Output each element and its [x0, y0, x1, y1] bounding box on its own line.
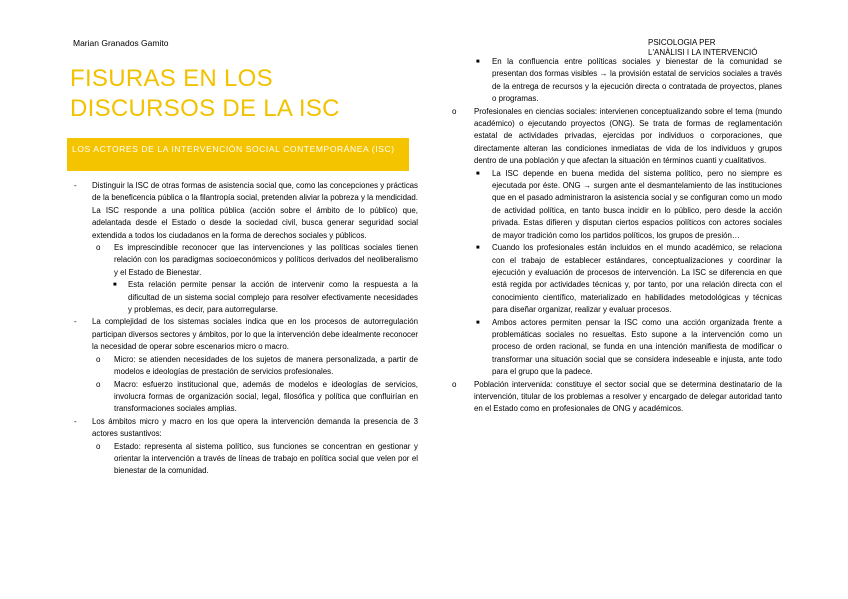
left-column [70, 180, 418, 478]
item-text: La complejidad de los sistemas sociales indica que en los procesos de autorregulación participan diversos sectores y ámbitos, por lo que la intervención debe idealmente reconocer la necesidad de operar sobre escenarios micro o macro. [92, 317, 418, 352]
item-text: Los ámbitos micro y macro en los que opera la intervención demanda la presencia de 3 actores sustantivos: [92, 416, 418, 439]
list-item [452, 168, 782, 242]
list-item [452, 242, 782, 316]
item-text: Micro: se atienden necesidades de los sujetos de manera personalizada, a partir de modelos e ideologías de prestación de servicios profesionales. [114, 354, 418, 377]
item-text: Profesionales en ciencias sociales: intervienen conceptualizando sobre el tema (mundo académico) o ejecutando proyectos (ONG). Se trata de formas de reglamentación estatal de actividades privadas, ejercidas por individuos o corporaciones, que directamente alteran las condiciones inmediatas de vida de los individuos y grupos dentro de una población y que afectan la situación en términos cuanti y cualitativos. [474, 106, 782, 166]
circle-bullet: o [452, 379, 457, 389]
section-banner: LOS ACTORES DE LA INTERVENCIÓN SOCIAL CONTEMPORÁNEA (ISC) [67, 138, 409, 171]
list-item [70, 354, 418, 379]
page-title: FISURAS EN LOS DISCURSOS DE LA ISC [70, 65, 340, 122]
list-item [452, 379, 782, 416]
circle-bullet: o [452, 106, 457, 116]
right-column [452, 56, 782, 416]
list-item [70, 316, 418, 353]
item-text: Ambos actores permiten pensar la ISC como una acción organizada frente a problemáticas sociales no resueltas. Esto supone a la intervención como un proceso de orden racional, se funda en una intención manifiesta de modificar o transformar una situación social que se considera indeseable e injusta, ante todo para el grupo que la padece. [492, 317, 782, 377]
item-text: Cuando los profesionales están incluidos en el mundo académico, se relaciona con el trabajo de establecer estándares, conceptualizaciones y coordinar la ejecución y evaluación de procesos de intervención. La ISC se diferencia en que está regida por actividades técnicas y, por tanto, por una relación directa con el conocimiento científico, materializado en habilidades metodológicas y técnicas para diseñar organizar, realizar y evaluar procesos. [492, 243, 782, 315]
item-text: Macro: esfuerzo institucional que, además de modelos e ideologías de servicios, involucra formas de organización social, legal, filosófica y política que confluirían en transformaciones sociales amplias. [114, 379, 418, 414]
subject-header [648, 38, 757, 58]
subject-line-2: L'ANÀLISI I LA INTERVENCIÓ [648, 48, 758, 57]
circle-bullet: o [96, 243, 101, 253]
dash-bullet: - [74, 181, 77, 190]
list-item [70, 379, 418, 416]
dash-bullet: - [74, 317, 77, 327]
list-item [452, 317, 782, 379]
circle-bullet: o [96, 354, 101, 364]
circle-bullet: o [96, 379, 101, 389]
dash-bullet: - [74, 416, 77, 426]
item-text: En la confluencia entre políticas sociales y bienestar de la comunidad se presentan dos formas visibles → la provisión estatal de servicios sociales a través de la entrega de recursos y la ejecución directa o contratada de proyectos, planes o programas. [492, 57, 782, 104]
item-text: Es imprescindible reconocer que las intervenciones y las políticas sociales tienen relación con los paradigmas socioeconómicos y políticos derivados del neoliberalismo y el Estado de Bienestar. [114, 243, 418, 277]
item-text: La ISC depende en buena medida del sistema político, pero no siempre es ejecutada por éste. ONG → surgen ante el desmantelamiento de las instituciones que en el pasado administraron la asistencia social y se configuran como un modo de actividad política, en tanto busca incidir en lo público, pero desde la acción privada. Estas difieren y disputan ciertos espacios políticos con actores sociales de mayor tradición como los partidos políticos, los grupos de presión… [492, 168, 782, 240]
square-bullet: ■ [476, 319, 480, 326]
item-text: Población intervenida: constituye el sector social que se determina destinatario de la intervención, titular de los problemas a resolver y encargado de delegar autoridad tanto en el Estado como en profesionales de ONG y académicos. [474, 379, 782, 414]
square-bullet: ■ [476, 245, 480, 252]
square-bullet: ■ [113, 282, 117, 289]
subject-line-1: PSICOLOGIA PER [648, 38, 716, 47]
list-item [70, 441, 418, 478]
list-item [70, 180, 418, 242]
list-item [452, 56, 782, 106]
item-text: Esta relación permite pensar la acción de intervenir como la respuesta a la dificultad de un sistema social complejo para resolver efectivamente necesidades y problemas, es decir, para autorregularse. [128, 280, 418, 315]
circle-bullet: o [96, 441, 101, 451]
square-bullet: ■ [476, 59, 480, 65]
list-item [452, 106, 782, 168]
item-text: Distinguir la ISC de otras formas de asistencia social que, como las concepciones y prácticas de la beneficencia pública o la filantropía social, pretenden aliviar la pobreza y la mendicidad. La ISC responde a una política pública (acción sobre el ámbito de lo público) que, adelantada desde el Estado o desde la sociedad civil, busca generar seguridad social extendida a todos los ciudadanos en la forma de derechos sociales y públicos. [92, 181, 418, 240]
square-bullet: ■ [476, 170, 480, 177]
list-item [70, 416, 418, 441]
author-name: Marian Granados Gamito [73, 38, 169, 48]
list-item [70, 242, 418, 279]
list-item [70, 279, 418, 316]
item-text: Estado: representa al sistema político, sus funciones se concentran en gestionar y orientar la intervención a través de líneas de trabajo en política social que velen por el bienestar de la comunidad. [114, 441, 418, 476]
